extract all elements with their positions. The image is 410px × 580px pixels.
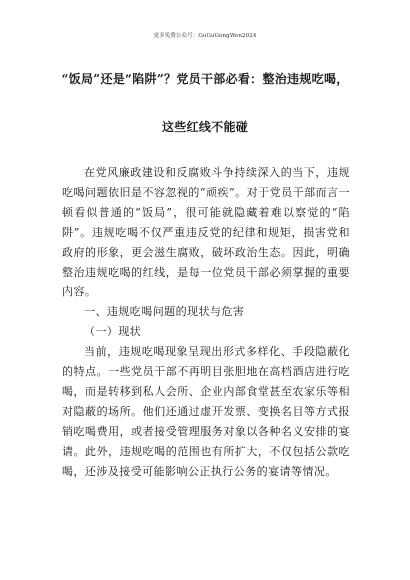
intro-paragraph: 在党风廉政建设和反腐败斗争持续深入的当下，违规吃喝问题依旧是不容忽视的“顽疾”。对于党员干部而言一顿看似普通的“饭局”，很可能就隐藏着难以察觉的“陷阱”。违规吃喝不仅严重违反党的纪律和规矩，损害党和政府的形象，更会滋生腐败，破坏政治生态。因此，明确整治违规吃喝的红线，是每一位党员干部必须掌握的重要内容。 xyxy=(62,166,350,299)
document-body xyxy=(62,163,350,482)
subsection-heading-1: （一）现状 xyxy=(84,325,142,339)
document-title-line-2: 这些红线不能碰 xyxy=(161,120,249,134)
subsection-paragraph-1: 当前，违规吃喝现象呈现出形式多样化、手段隐蔽化的特点。一些党员干部不再明目张胆地在高档酒店进行吃喝，而是转移到私人会所、企业内部食堂甚至农家乐等相对隐蔽的场所。他们还通过虚开发票、变换名目等方式报销吃喝费用，或者接受管理服务对象以各种名义安排的宴请。此外，违规吃喝的范围也有所扩大，不仅包括公款吃喝，还涉及接受可能影响公正执行公务的宴请等情况。 xyxy=(62,345,350,478)
document-title-line-1: “饭局”还是“陷阱”？党员干部必看：整治违规吃喝， xyxy=(61,72,349,86)
header-note: 更多免费公众号：GuGuGongWen2024 xyxy=(153,33,257,39)
section-heading-1: 一、违规吃喝问题的现状与危害 xyxy=(84,305,245,319)
